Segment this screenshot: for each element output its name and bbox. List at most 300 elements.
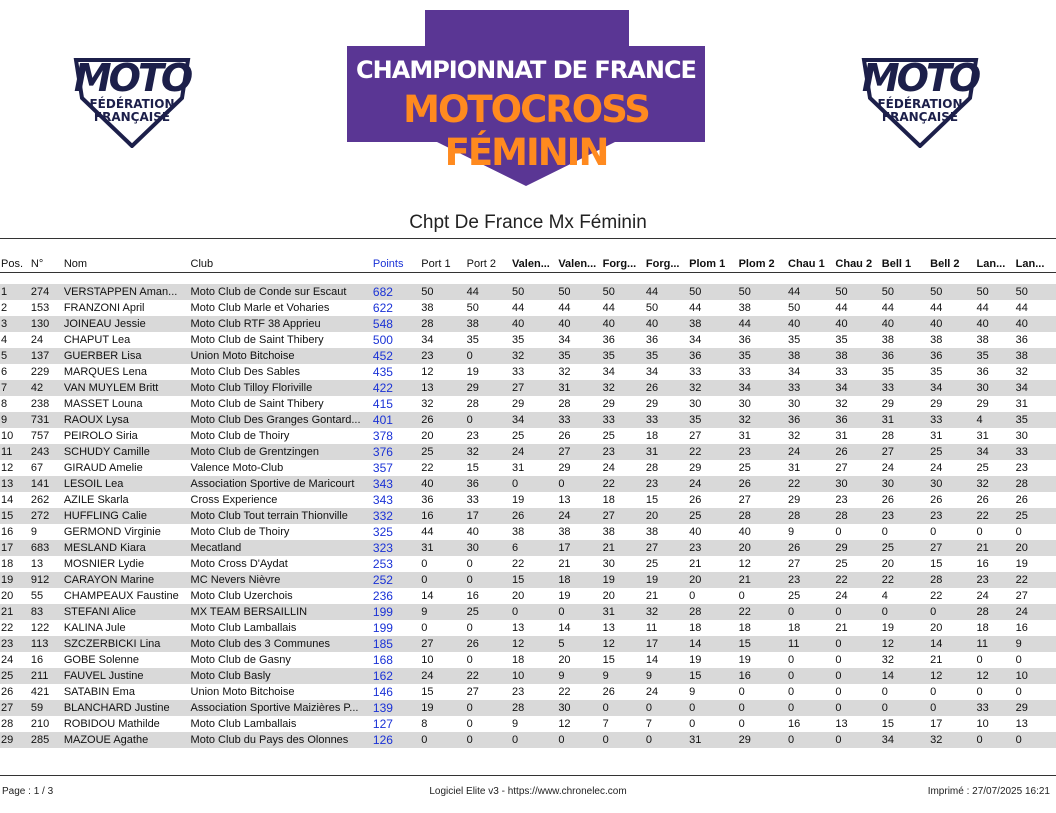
table-cell: 24	[1015, 606, 1028, 618]
table-cell: 29	[602, 398, 615, 410]
table-cell: 38	[835, 350, 848, 362]
table-cell: 13	[602, 622, 615, 634]
table-cell: 7	[1, 382, 8, 394]
table-cell: 50	[558, 286, 571, 298]
table-cell: 29	[466, 382, 479, 394]
table-cell: 357	[372, 461, 393, 475]
table-cell: 18	[558, 574, 571, 586]
table-cell: VERSTAPPEN Aman...	[63, 286, 178, 298]
table-cell: 38	[976, 334, 989, 346]
footer-divider	[0, 775, 1056, 776]
table-cell: 27	[881, 446, 895, 458]
table-cell: 15	[421, 686, 434, 698]
table-cell: Moto Club des 3 Communes	[190, 638, 330, 650]
table-cell: 0	[930, 526, 937, 538]
table-cell: 25	[976, 462, 989, 474]
table-cell: 422	[372, 381, 393, 395]
table-cell: 44	[976, 302, 989, 314]
table-cell: 229	[30, 366, 50, 378]
table-cell: 378	[372, 429, 393, 443]
col-lan2: Lan...	[1015, 258, 1045, 270]
table-cell: 0	[602, 702, 609, 714]
table-cell: 683	[30, 542, 50, 554]
table-cell: 9	[511, 718, 519, 730]
table-cell: 16	[738, 670, 751, 682]
table-cell: 26	[788, 542, 801, 554]
table-cell: 38	[689, 318, 702, 330]
table-cell: 34	[881, 734, 895, 746]
table-cell: 0	[466, 350, 473, 362]
table-cell: 0	[558, 478, 565, 490]
table-cell: 27	[511, 382, 525, 394]
table-cell: MESLAND Kiara	[63, 542, 146, 554]
table-cell: 23	[1015, 462, 1028, 474]
table-cell: 26	[558, 430, 571, 442]
table-cell: 0	[788, 606, 795, 618]
col-valen2: Valen...	[558, 258, 597, 270]
table-cell: 25	[930, 446, 943, 458]
table-cell: 50	[738, 286, 751, 298]
table-cell: 35	[558, 350, 571, 362]
table-cell: 22	[689, 446, 702, 458]
table-cell: 23	[466, 430, 479, 442]
col-chau1: Chau 1	[788, 258, 825, 270]
table-cell: 272	[30, 510, 50, 522]
table-cell: 29	[645, 398, 659, 410]
table-cell: 59	[30, 702, 44, 714]
table-cell: 0	[835, 526, 842, 538]
table-cell: 33	[645, 414, 659, 426]
table-cell: 16	[1015, 622, 1028, 634]
table-cell: 27	[1, 702, 14, 714]
table-cell: 11	[1, 446, 13, 458]
table-cell: 141	[30, 478, 50, 490]
table-cell: 0	[881, 702, 888, 714]
table-cell: 9	[788, 526, 795, 538]
table-cell: 238	[30, 398, 50, 410]
table-cell: 29	[1015, 702, 1028, 714]
table-cell: STEFANI Alice	[63, 606, 136, 618]
table-cell: 9	[1, 414, 8, 426]
table-cell: 185	[372, 637, 393, 651]
table-cell: 50	[421, 286, 434, 298]
table-cell: 17	[645, 638, 659, 650]
table-cell: 12	[738, 558, 751, 570]
table-row	[0, 668, 1056, 684]
table-cell: 622	[372, 301, 393, 315]
table-cell: 0	[835, 702, 842, 714]
logo-line1: FÉDÉRATION	[89, 97, 175, 111]
table-cell: 34	[689, 334, 702, 346]
table-cell: 12	[881, 638, 895, 650]
table-cell: 10	[421, 654, 434, 666]
table-cell: 9	[689, 686, 696, 698]
table-cell: 32	[558, 366, 571, 378]
table-cell: 4	[881, 590, 888, 602]
table-cell: 24	[930, 462, 943, 474]
table-cell: 28	[645, 462, 659, 474]
table-row	[0, 588, 1056, 604]
col-bell2: Bell 2	[930, 258, 960, 270]
table-cell: 30	[930, 478, 943, 490]
table-cell: 31	[788, 462, 801, 474]
table-cell: 0	[602, 734, 609, 746]
table-cell: 38	[558, 526, 571, 538]
table-cell: 22	[788, 478, 801, 490]
col-points: Points	[372, 258, 404, 270]
table-cell: 30	[1015, 430, 1028, 442]
table-cell: 40	[645, 318, 659, 330]
table-cell: 33	[788, 382, 801, 394]
table-cell: 33	[689, 366, 702, 378]
table-cell: 50	[466, 302, 479, 314]
table-cell: 253	[372, 557, 393, 571]
table-cell: 22	[930, 590, 943, 602]
table-cell: GUERBER Lisa	[63, 350, 142, 362]
table-cell: 26	[1015, 494, 1028, 506]
col-plom1: Plom 1	[689, 258, 726, 270]
table-cell: 343	[372, 493, 393, 507]
table-cell: 31	[421, 542, 434, 554]
table-cell: 10	[511, 670, 525, 682]
table-cell: 44	[421, 526, 434, 538]
table-row	[0, 540, 1056, 556]
table-cell: 126	[372, 733, 393, 747]
table-cell: 28	[881, 430, 895, 442]
table-cell: 12	[930, 670, 943, 682]
table-cell: 38	[645, 526, 659, 538]
table-cell: KALINA Jule	[63, 622, 126, 634]
table-cell: 33	[738, 366, 751, 378]
table-cell: 13	[1, 478, 14, 490]
table-cell: 0	[738, 718, 745, 730]
table-cell: 20	[930, 622, 943, 634]
table-cell: 12	[511, 638, 525, 650]
table-cell: 27	[466, 686, 479, 698]
table-cell: 18	[511, 654, 525, 666]
table-cell: 24	[689, 478, 702, 490]
table-cell: 0	[421, 734, 428, 746]
banner-line2: MOTOCROSS FÉMININ	[403, 88, 649, 174]
table-cell: 36	[738, 334, 751, 346]
col-forg1: Forg...	[602, 258, 637, 270]
table-row	[0, 732, 1056, 748]
table-cell: 24	[421, 670, 434, 682]
table-cell: 0	[558, 734, 565, 746]
table-row	[0, 684, 1056, 700]
table-cell: 26	[689, 494, 702, 506]
table-cell: 14	[1, 494, 14, 506]
table-row	[0, 348, 1056, 364]
table-cell: 21	[645, 590, 659, 602]
table-cell: 50	[689, 286, 702, 298]
table-row	[0, 428, 1056, 444]
table-cell: Moto Club de Thoiry	[190, 430, 290, 442]
table-cell: 500	[372, 333, 393, 347]
table-row	[0, 444, 1056, 460]
table-cell: 23	[976, 574, 989, 586]
table-cell: 376	[372, 445, 393, 459]
table-cell: 26	[976, 494, 989, 506]
table-cell: 44	[645, 286, 659, 298]
table-cell: 40	[976, 318, 989, 330]
table-cell: 26	[930, 494, 943, 506]
table-cell: 139	[372, 701, 393, 715]
table-cell: Moto Club de Conde sur Escaut	[190, 286, 347, 298]
table-cell: Cross Experience	[190, 494, 278, 506]
table-cell: 24	[976, 590, 989, 602]
table-cell: Valence Moto-Club	[190, 462, 284, 474]
table-cell: 27	[788, 558, 801, 570]
table-cell: 8	[421, 718, 428, 730]
table-cell: ROBIDOU Mathilde	[63, 718, 160, 730]
table-cell: 31	[738, 430, 751, 442]
table-cell: 9	[1015, 638, 1022, 650]
table-cell: 0	[881, 526, 888, 538]
table-cell: 36	[1015, 334, 1028, 346]
table-cell: 30	[558, 702, 571, 714]
table-cell: 40	[466, 526, 479, 538]
table-cell: 15	[602, 654, 615, 666]
table-cell: 12	[602, 638, 615, 650]
table-cell: 50	[881, 286, 895, 298]
table-cell: 17	[558, 542, 571, 554]
table-cell: 40	[689, 526, 702, 538]
table-cell: 20	[689, 574, 702, 586]
table-cell: 31	[1015, 398, 1028, 410]
table-cell: 36	[602, 334, 615, 346]
table-row	[0, 460, 1056, 476]
table-cell: 16	[976, 558, 989, 570]
table-cell: 50	[835, 286, 848, 298]
table-cell: 13	[421, 382, 434, 394]
table-cell: 15	[1, 510, 14, 522]
table-cell: 22	[881, 574, 895, 586]
table-cell: 20	[511, 590, 525, 602]
table-cell: 35	[602, 350, 615, 362]
table-cell: 26	[466, 638, 479, 650]
table-cell: 19	[466, 366, 479, 378]
table-cell: 25	[1015, 510, 1028, 522]
table-row	[0, 492, 1056, 508]
table-cell: GIRAUD Amelie	[63, 462, 143, 474]
table-cell: 0	[788, 686, 795, 698]
table-cell: 343	[372, 477, 393, 491]
table-cell: 26	[835, 446, 848, 458]
table-cell: 23	[645, 478, 659, 490]
table-cell: 27	[1015, 590, 1028, 602]
table-cell: 35	[645, 350, 659, 362]
title-divider	[0, 238, 1056, 239]
table-cell: Union Moto Bitchoise	[190, 686, 295, 698]
table-cell: 26	[881, 494, 895, 506]
table-cell: 35	[466, 334, 479, 346]
table-cell: 50	[645, 302, 659, 314]
table-cell: 0	[738, 702, 745, 714]
table-cell: 35	[1015, 414, 1028, 426]
table-cell: 50	[930, 286, 943, 298]
table-cell: 22	[511, 558, 525, 570]
table-cell: 19	[421, 702, 434, 714]
table-cell: 31	[930, 430, 943, 442]
table-row	[0, 380, 1056, 396]
table-row	[0, 300, 1056, 316]
table-cell: 1	[1, 286, 8, 298]
table-cell: GOBE Solenne	[63, 654, 140, 666]
table-cell: 14	[881, 670, 895, 682]
table-cell: 0	[976, 686, 983, 698]
table-cell: 40	[738, 526, 751, 538]
table-cell: 29	[558, 462, 571, 474]
table-row	[0, 284, 1056, 300]
table-cell: 40	[788, 318, 801, 330]
table-cell: Moto Cross D'Aydat	[190, 558, 288, 570]
table-cell: 20	[738, 542, 751, 554]
table-cell: Moto Club de Saint Thibery	[190, 398, 324, 410]
table-cell: 16	[1, 526, 14, 538]
col-lan1: Lan...	[976, 258, 1006, 270]
table-cell: 29	[1, 734, 14, 746]
table-cell: 0	[738, 590, 745, 602]
table-cell: 23	[602, 446, 615, 458]
table-cell: 0	[881, 686, 888, 698]
table-cell: 24	[1, 654, 14, 666]
table-cell: 15	[689, 670, 702, 682]
table-cell: 0	[930, 686, 937, 698]
table-cell: 25	[835, 558, 848, 570]
table-cell: Moto Club Lamballais	[190, 718, 297, 730]
col-port2: Port 2	[466, 258, 496, 270]
table-cell: 15	[930, 558, 943, 570]
table-cell: 33	[835, 366, 848, 378]
table-cell: 35	[689, 414, 702, 426]
table-cell: Moto Club de Gasny	[190, 654, 291, 666]
table-cell: Moto Club de Grentzingen	[190, 446, 319, 458]
table-cell: 38	[511, 526, 525, 538]
table-cell: 23	[738, 446, 751, 458]
table-cell: 44	[788, 286, 801, 298]
table-row	[0, 604, 1056, 620]
table-cell: 44	[466, 286, 479, 298]
table-cell: 14	[645, 654, 659, 666]
table-cell: 31	[881, 414, 895, 426]
table-cell: 0	[466, 718, 473, 730]
table-cell: 12	[558, 718, 571, 730]
table-cell: 7	[602, 718, 609, 730]
table-cell: 122	[30, 622, 50, 634]
table-cell: 29	[788, 494, 801, 506]
table-cell: 16	[421, 510, 434, 522]
table-cell: 20	[645, 510, 659, 522]
table-cell: 14	[930, 638, 943, 650]
table-cell: 36	[421, 494, 434, 506]
ffm-logo-left	[62, 58, 202, 148]
table-cell: 23	[511, 686, 525, 698]
table-cell: MC Nevers Nièvre	[190, 574, 281, 586]
table-cell: 40	[930, 318, 943, 330]
table-cell: 162	[372, 669, 393, 683]
table-cell: 28	[511, 702, 525, 714]
table-cell: 9	[602, 670, 609, 682]
table-cell: 0	[511, 734, 519, 746]
table-cell: 38	[421, 302, 434, 314]
table-cell: 32	[835, 398, 848, 410]
championship-banner	[347, 10, 705, 188]
table-cell: 30	[881, 478, 895, 490]
table-cell: 22	[976, 510, 989, 522]
table-cell: 38	[738, 302, 751, 314]
table-cell: 24	[835, 590, 848, 602]
table-cell: 30	[689, 398, 702, 410]
table-cell: 19	[738, 654, 751, 666]
table-cell: 32	[881, 654, 895, 666]
table-cell: 757	[30, 430, 50, 442]
table-cell: 15	[466, 462, 479, 474]
table-cell: 21	[558, 558, 571, 570]
table-cell: 13	[511, 622, 525, 634]
table-row	[0, 652, 1056, 668]
table-cell: 4	[1, 334, 8, 346]
table-cell: PEIROLO Siria	[63, 430, 138, 442]
table-cell: 25	[421, 446, 434, 458]
table-cell: 38	[602, 526, 615, 538]
col-club: Club	[190, 258, 214, 270]
table-cell: 34	[738, 382, 751, 394]
table-cell: 0	[835, 654, 842, 666]
table-row	[0, 332, 1056, 348]
table-cell: 25	[466, 606, 479, 618]
table-cell: Moto Club du Pays des Olonnes	[190, 734, 349, 746]
table-cell: 40	[881, 318, 895, 330]
table-cell: 30	[738, 398, 751, 410]
table-cell: 8	[1, 398, 8, 410]
table-cell: 24	[511, 446, 525, 458]
table-cell: 19	[689, 654, 702, 666]
table-cell: 23	[1, 638, 14, 650]
table-cell: 0	[835, 734, 842, 746]
table-cell: 34	[421, 334, 434, 346]
table-cell: 12	[976, 670, 989, 682]
logo-line1: FÉDÉRATION	[877, 97, 963, 111]
table-cell: 13	[835, 718, 848, 730]
table-cell: 12	[421, 366, 434, 378]
table-cell: 26	[645, 382, 659, 394]
table-cell: 35	[930, 366, 943, 378]
table-cell: 0	[466, 622, 473, 634]
table-cell: FAUVEL Justine	[63, 670, 144, 682]
table-cell: 27	[835, 462, 848, 474]
table-cell: 24	[558, 510, 571, 522]
logo-word: MOTO	[73, 56, 191, 100]
table-row	[0, 700, 1056, 716]
table-cell: 40	[602, 318, 615, 330]
table-cell: Association Sportive de Maricourt	[190, 478, 355, 490]
table-cell: 211	[30, 670, 49, 682]
table-cell: 0	[466, 558, 473, 570]
table-cell: 50	[511, 286, 525, 298]
table-cell: CHAPUT Lea	[63, 334, 131, 346]
table-cell: 35	[788, 334, 801, 346]
table-row	[0, 524, 1056, 540]
table-cell: 33	[466, 494, 479, 506]
table-cell: 44	[511, 302, 525, 314]
table-cell: 0	[930, 606, 937, 618]
table-cell: 210	[30, 718, 50, 730]
table-cell: 2	[1, 302, 8, 314]
table-cell: SZCZERBICKI Lina	[63, 638, 161, 650]
table-cell: 113	[30, 638, 49, 650]
table-cell: 30	[976, 382, 989, 394]
